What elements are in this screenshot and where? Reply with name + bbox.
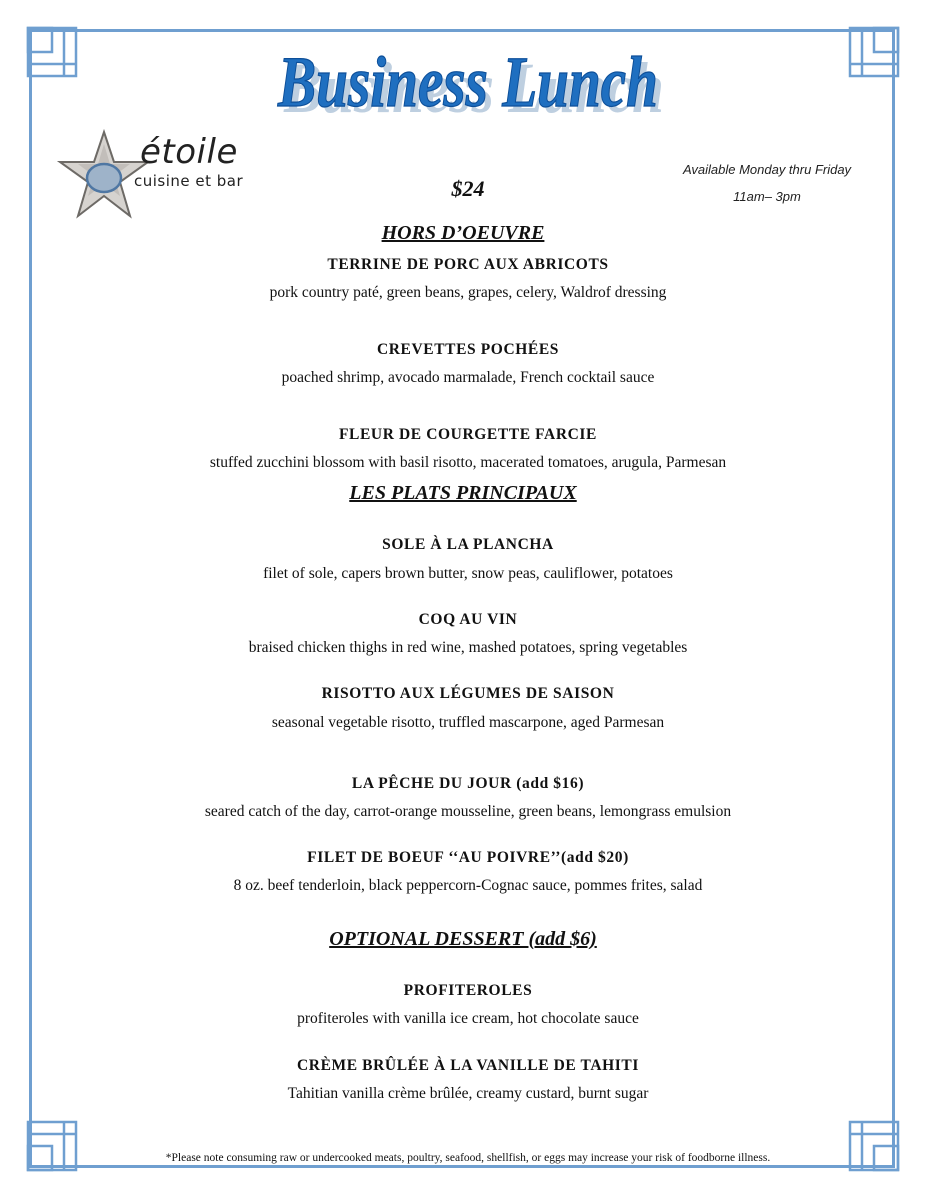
menu-price: $24	[451, 176, 485, 201]
title-shadow: Business Lunch	[283, 48, 664, 128]
availability-info	[660, 158, 874, 212]
availability-hours: 11am– 3pm	[733, 189, 801, 204]
dish-name: CRÈME BRÛLÉE À LA VANILLE DE TAHITI	[297, 1057, 639, 1074]
dish-description: poached shrimp, avocado marmalade, French cocktail sauce	[281, 369, 655, 386]
dish-description: seared catch of the day, carrot-orange mousseline, green beans, lemongrass emulsion	[204, 803, 732, 820]
dish-description: seasonal vegetable risotto, truffled mascarpone, aged Parmesan	[271, 714, 665, 731]
dish-name: FILET DE BOEUF ‘‘AU POIVRE’’(add $20)	[307, 849, 629, 866]
dish-description: pork country paté, green beans, grapes, celery, Waldrof dressing	[269, 284, 667, 301]
dish-description: Tahitian vanilla crème brûlée, creamy custard, burnt sugar	[287, 1085, 649, 1102]
dish-description: stuffed zucchini blossom with basil risotto, macerated tomatoes, arugula, Parmesan	[209, 454, 727, 471]
dish-description: profiteroles with vanilla ice cream, hot chocolate sauce	[297, 1010, 639, 1027]
dish-description: 8 oz. beef tenderloin, black peppercorn-Cognac sauce, pommes frites, salad	[233, 877, 703, 894]
availability-days: Available Monday thru Friday	[682, 162, 852, 177]
dish-name: SOLE À LA PLANCHA	[382, 536, 554, 553]
restaurant-logo	[52, 128, 262, 223]
dish-name: LA PÊCHE DU JOUR (add $16)	[351, 775, 585, 792]
corner-ornament-bottom-right	[848, 1120, 900, 1172]
dish-name: TERRINE DE PORC AUX ABRICOTS	[327, 256, 609, 273]
dish-name: CREVETTES POCHÉES	[376, 341, 560, 358]
corner-ornament-bottom-left	[26, 1120, 78, 1172]
logo-name: étoile	[140, 132, 238, 172]
corner-ornament-top-right	[848, 26, 900, 78]
title-text: Business Lunch	[277, 42, 658, 122]
logo-tagline: cuisine et bar	[134, 172, 244, 190]
menu-title	[250, 28, 690, 138]
food-safety-note: *Please note consuming raw or undercooked meats, poultry, seafood, shellfish, or eggs may increase your risk of foodborne illness.	[165, 1152, 771, 1164]
dish-name: PROFITEROLES	[403, 982, 533, 999]
dish-name: FLEUR DE COURGETTE FARCIE	[338, 426, 597, 443]
corner-ornament-top-left	[26, 26, 78, 78]
dish-description: braised chicken thighs in red wine, mashed potatoes, spring vegetables	[248, 639, 688, 656]
dish-name: RISOTTO AUX LÉGUMES DE SAISON	[321, 685, 615, 702]
section-heading-hors-doeuvre: HORS D’OEUVRE	[381, 222, 545, 244]
section-heading-plats-principaux: LES PLATS PRINCIPAUX	[349, 482, 577, 504]
dish-name: COQ AU VIN	[418, 611, 518, 628]
dish-description: filet of sole, capers brown butter, snow peas, cauliflower, potatoes	[263, 565, 673, 582]
section-heading-dessert: OPTIONAL DESSERT (add $6)	[329, 928, 597, 950]
